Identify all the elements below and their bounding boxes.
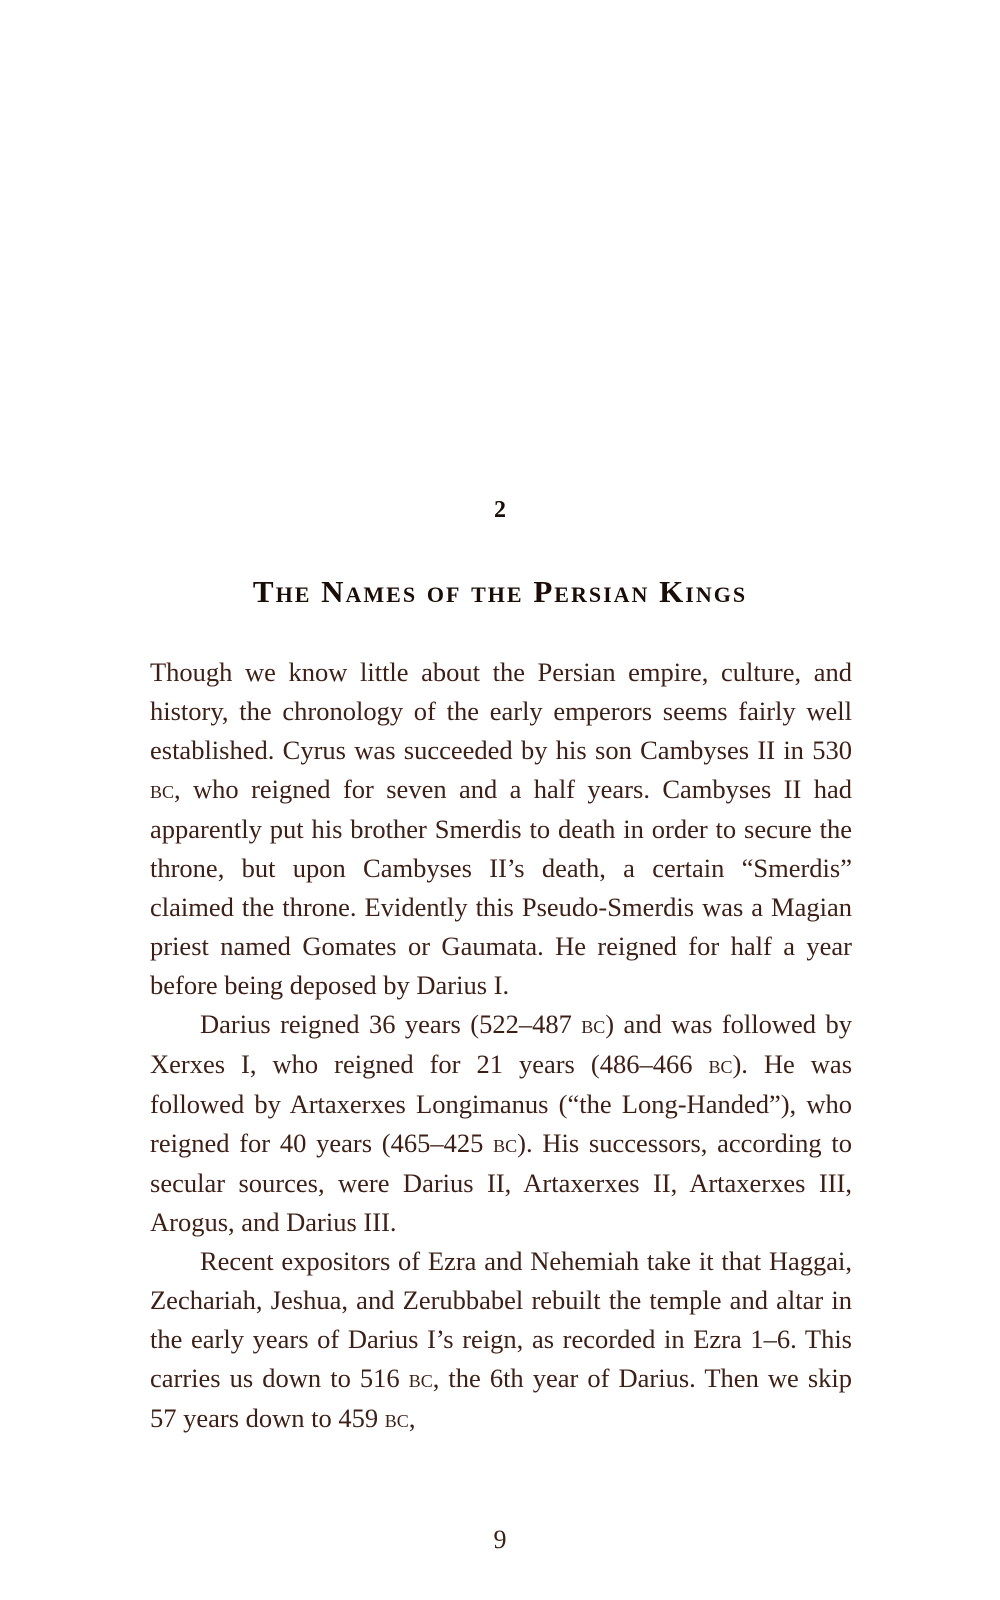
era-abbreviation: bc xyxy=(150,777,175,804)
era-abbreviation: bc xyxy=(708,1052,733,1079)
era-abbreviation: bc xyxy=(493,1131,518,1158)
paragraph-text: Darius reigned 36 years (522–487 xyxy=(200,1009,582,1039)
page-number: 9 xyxy=(493,1525,507,1554)
paragraph-text: , xyxy=(408,1403,416,1433)
body-paragraph xyxy=(150,1242,852,1439)
paragraph-text: , who reigned for seven and a half years. Cambyses II had apparently put his brother Smerdis to death in order to secure the throne, but upon Cambyses II’s death, a certain “Smerdis” claimed the throne. Evidently this Pseudo-Smerdis was a Magian priest named Gomates or Gaumata. He reigned for half a year before being deposed by Darius I. xyxy=(150,774,852,1000)
era-abbreviation: bc xyxy=(581,1012,606,1039)
body-paragraph xyxy=(150,1005,852,1242)
paragraph-text: , the 6th year of Darius. Then we skip 57 years down to 459 xyxy=(150,1363,852,1433)
chapter-number: 2 xyxy=(494,497,506,523)
era-abbreviation: bc xyxy=(384,1406,409,1433)
paragraph-text: Recent expositors of Ezra and Nehemiah take it that Haggai, Zechariah, Jeshua, and Zerubbabel rebuilt the temple and altar in the early years of Darius I’s reign, as recorded in Ezra 1–6. This carries us down to 516 xyxy=(150,1246,852,1393)
era-abbreviation: bc xyxy=(408,1366,433,1393)
paragraph-text: ). He was followed by Artaxerxes Longimanus (“the Long-Handed”), who reigned for 40 years (465–425 xyxy=(150,1049,853,1158)
body-paragraph xyxy=(150,653,852,1005)
chapter-body xyxy=(150,653,852,1439)
paragraph-text: ) and was followed by Xerxes I, who reigned for 21 years (486–466 xyxy=(150,1009,852,1079)
paragraph-text: ). His successors, according to secular sources, were Darius II, Artaxerxes II, Artaxerxes III, Arogus, and Darius III. xyxy=(150,1128,852,1237)
chapter-title: The Names of the Persian Kings xyxy=(252,574,748,609)
paragraph-text: Though we know little about the Persian empire, culture, and history, the chronology of the early emperors seems fairly well established. Cyrus was succeeded by his son Cambyses II in 530 xyxy=(150,657,852,765)
